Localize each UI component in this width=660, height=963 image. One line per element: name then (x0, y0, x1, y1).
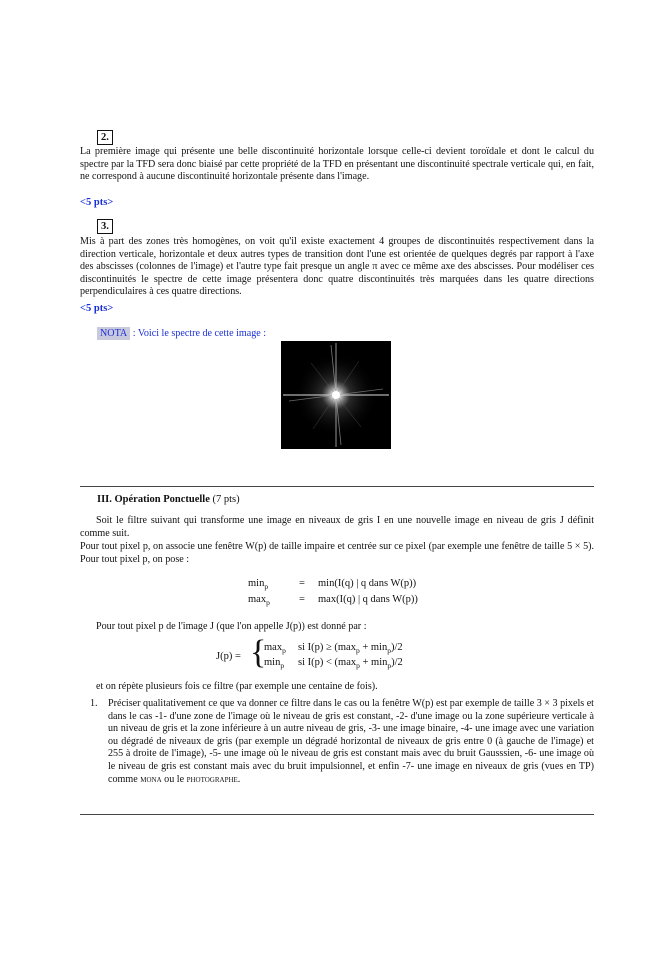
min-lhs-subscript: p (264, 582, 269, 591)
jp-case-max: $\max_p$ si $I(p) \ge (\max_p + \min_p)/2$ (264, 642, 403, 655)
min-rhs: min(I(q) | q dans W(p)) (318, 578, 417, 589)
window-definition-paragraph: Pour tout pixel p, on associe une fenêtre W(p) de taille impaire et centrée sur ce pixel (par exemple une fenêtre de taille 5 × 5). Pour tout pixel p, on pose : (80, 541, 594, 565)
question-2-number: 2. (97, 130, 113, 145)
question-2-answer: La première image qui présente une belle discontinuité horizontale lorsque celle-ci devient toroïdale et dont le calcul du spectre par la TFD sera donc biaisé par cette propriété de la TFD en présentant une discontinuité spectrale verticale qui, en fait, ne correspond à aucune discontinuité horizontale présente dans l'image. (80, 146, 594, 183)
question-3-points: <5 pts> (80, 303, 114, 314)
case-max-condition: si I(p) ≥ (max (298, 642, 356, 653)
section-divider-bottom (80, 814, 594, 815)
question-list (80, 698, 594, 786)
case-max-value: max (264, 642, 283, 653)
jp-intro-paragraph: Pour tout pixel p de l'image J (que l'on appelle J(p)) est donné par : (96, 621, 367, 632)
max-equation: $\max_p$ = max(I(q) | q dans W(p)) (248, 594, 418, 607)
list-item-text: Préciser qualitativement ce que va donner ce filtre dans le cas ou la fenêtre W(p) est par exemple de taille 3 × 3 pixels et dans le cas -1- d'une zone de l'image où le niveau de gris est constant, -2- d'une image ou la zone supérieure verticale à un niveau de gris et la zone inférieure à un autre niveau de gris, -3- une image binaire, -4- une image avec une variation ou dégradé de niveaux de gris (par exemple un dégradé horizontal de niveaux de gris entre 0 (à gauche de l'image) et 255 à droite de l'image), -5- une image où le niveau de gris est constant mais avec du bruit Gausssien, -6- une image où le niveau de gris est constant mais avec du bruit impulsionnel, et enfin -7- une image en niveaux de gris (vues en TP) comme mona ou le photographe. (108, 698, 594, 785)
nota-line (97, 328, 266, 339)
max-rhs: max(I(q) | q dans W(p)) (318, 594, 418, 605)
max-lhs-subscript: p (266, 598, 270, 607)
photographe-image-name: photographe (186, 773, 238, 785)
max-lhs: max (248, 594, 267, 605)
filter-definition-paragraph: Soit le filtre suivant qui transforme une image en niveaux de gris I en une nouvelle image en niveau de gris J définit comme suit. (80, 515, 594, 539)
nota-text: : Voici le spectre de cette image : (130, 328, 267, 339)
section-3-heading: III. Opération Ponctuelle (97, 494, 210, 505)
min-lhs: min (248, 578, 265, 589)
fourier-spectrum-image (281, 341, 391, 449)
nota-badge: NOTA (97, 327, 130, 340)
repeat-paragraph: et on répète plusieurs fois ce filtre (par exemple une centaine de fois). (96, 681, 378, 692)
jp-case-min: $\min_p$ si $I(p) < (\max_p + \min_p)/2$ (264, 657, 403, 670)
mona-image-name: mona (140, 773, 162, 785)
section-divider-top (80, 486, 594, 487)
question-2-points: <5 pts> (80, 197, 114, 208)
section-3-points: (7 pts) (209, 494, 240, 505)
piecewise-brace: { (250, 634, 267, 671)
question-3-number: 3. (97, 219, 113, 234)
case-min-value: min (264, 657, 281, 668)
min-equation: $\min_p$ = min(I(q) | q dans W(p)) (248, 578, 417, 591)
jp-lhs: J(p) = (216, 651, 241, 662)
section-3-title (97, 494, 240, 505)
case-min-condition: si I(p) < (max (298, 657, 357, 668)
question-3-answer: Mis à part des zones très homogènes, on voit qu'il existe exactement 4 groupes de discontinuités respectivement dans la direction verticale, horizontale et deux autres types de transition dont l'une est orientée de quelques degrés par rapport à l'axe des abscisses (colonnes de l'image) et l'autre type fait presque un angle π avec ce même axe des abscisses. Pour modéliser ces discontinuités le spectre de cette image présentera donc quatre discontinuités très marquées dans les quatre directions perpendiculaires à ces quatre directions. (80, 236, 594, 298)
list-item-number: 1. (90, 698, 98, 709)
